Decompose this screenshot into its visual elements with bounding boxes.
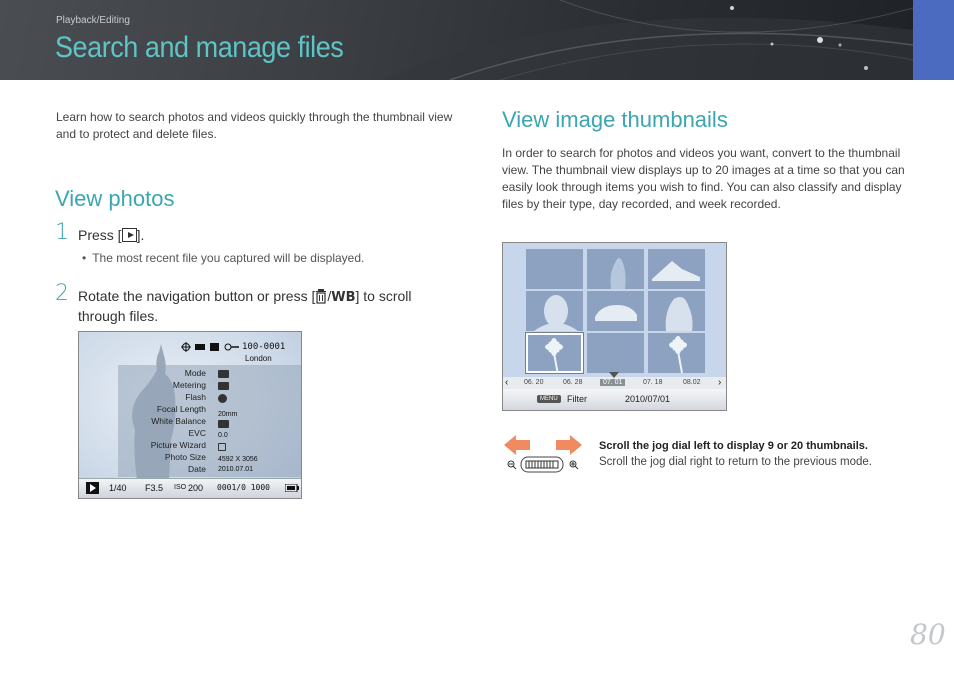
- info-label: Date: [188, 464, 206, 474]
- menu-button-icon: MENU: [537, 395, 561, 403]
- jog-dial-diagram: [502, 434, 584, 478]
- metering-icon: [218, 382, 229, 390]
- focal-length-value: 20mm: [218, 411, 238, 418]
- info-label: Focal Length: [156, 404, 206, 414]
- filter-label: Filter: [567, 394, 587, 404]
- info-label: Metering: [172, 380, 206, 390]
- arrow-left-icon: [504, 435, 530, 455]
- intro-text: Learn how to search photos and videos quickly through the thumbnail view and to protect and delete files.: [56, 110, 453, 141]
- jog-left-instruction: Scroll the jog dial left to display 9 or 20 thumbnails.: [599, 440, 868, 452]
- step-2-post: ] to scroll through files.: [78, 288, 412, 324]
- timeline-date: 06. 20: [524, 379, 544, 386]
- info-label: EVC: [188, 428, 206, 438]
- flash-icon: [218, 394, 227, 403]
- playback-icon: [122, 228, 137, 242]
- thumbnail-screen-image: [502, 242, 727, 411]
- step-1-pre: Press [: [78, 227, 122, 243]
- timeline-date: 06. 28: [563, 379, 583, 386]
- picture-wizard-icon: [218, 443, 226, 451]
- info-label: Flash: [185, 392, 206, 402]
- page-number: 80: [910, 618, 946, 651]
- playback-screen-image: [78, 331, 302, 499]
- thumbnail-cell: [648, 333, 705, 373]
- step-1-bullet: • The most recent file you captured will be displayed.: [82, 251, 364, 265]
- step-1-post: ].: [136, 227, 145, 243]
- flower-thumb: [528, 335, 583, 373]
- jog-right-instruction: Scroll the jog dial right to return to the previous mode.: [599, 456, 872, 468]
- thumbnail-cell: [526, 249, 583, 289]
- timeline-date: 07. 18: [643, 379, 663, 386]
- chevron-right-icon: ›: [718, 377, 722, 388]
- file-number: 100-0001: [242, 342, 286, 352]
- step-2-pre: Rotate the navigation button or press [: [78, 288, 316, 304]
- white-balance-icon: [218, 420, 229, 428]
- thumbnail-cell: [648, 249, 705, 289]
- step-2-number: 2: [55, 281, 69, 306]
- page-header: [0, 0, 913, 80]
- info-label: White Balance: [151, 416, 206, 426]
- date-value: 2010.07.01: [218, 466, 254, 473]
- iso-value: 200: [188, 483, 204, 493]
- view-thumbnails-heading: View image thumbnails: [502, 107, 728, 132]
- iso-label: ISO: [174, 484, 187, 491]
- timeline-date-current: 07. 01: [600, 379, 625, 386]
- chevron-left-icon: ‹: [505, 377, 509, 388]
- timeline-date: 08.02: [683, 379, 701, 386]
- timeline-pointer-icon: [609, 372, 619, 378]
- lcd-bottom-bar: [79, 478, 301, 498]
- thumbnail-cell: [587, 249, 644, 289]
- info-label: Picture Wizard: [150, 440, 206, 450]
- play-icon: [86, 482, 99, 494]
- photo-size-value: 4592 X 3056: [218, 456, 258, 463]
- shutter-value: 1/40: [109, 483, 127, 493]
- evc-value: 0.0: [218, 432, 228, 439]
- info-label: Photo Size: [164, 452, 206, 462]
- person-thumb: [587, 249, 644, 289]
- face-thumb: [526, 291, 583, 331]
- step-1-number: 1: [55, 220, 69, 245]
- step-2-sep: /: [327, 288, 332, 304]
- woman-thumb: [648, 291, 705, 331]
- section-breadcrumb: Playback/Editing: [56, 15, 130, 26]
- thumbnail-cell-selected: [526, 333, 583, 373]
- mode-icon: [218, 370, 229, 378]
- status-icons: [181, 342, 241, 352]
- thumbnail-cell: [587, 333, 644, 373]
- chapter-tab: [913, 0, 954, 80]
- step-1-text: [78, 227, 144, 243]
- info-label: Mode: [184, 368, 206, 378]
- arrow-right-icon: [556, 435, 582, 455]
- battery-icon: [285, 484, 299, 492]
- page-title: Search and manage files: [55, 31, 344, 64]
- view-photos-heading: View photos: [55, 186, 175, 211]
- file-counter: 0001/0 1000: [217, 483, 270, 492]
- info-panel: [118, 365, 302, 477]
- thumbnail-cell: [648, 291, 705, 331]
- mountain-thumb: [648, 249, 705, 289]
- wb-label: WB: [331, 290, 356, 305]
- car-thumb: [587, 291, 644, 331]
- thumbnail-cell: [526, 291, 583, 331]
- flower-thumb: [648, 333, 705, 373]
- location-label: London: [245, 354, 272, 363]
- aperture-value: F3.5: [145, 483, 164, 493]
- delete-trash-icon: [315, 288, 327, 304]
- thumbnails-description: In order to search for photos and videos you want, convert to the thumbnail view. The thumbnail view displays up to 20 images at a time so that you can easily look through items you wish to find. You can also classify and display files by their type, day recorded, and week recorded.: [502, 146, 905, 211]
- thumbnail-cell: [587, 291, 644, 331]
- filter-date: 2010/07/01: [625, 394, 671, 404]
- step-2-text: [78, 287, 458, 325]
